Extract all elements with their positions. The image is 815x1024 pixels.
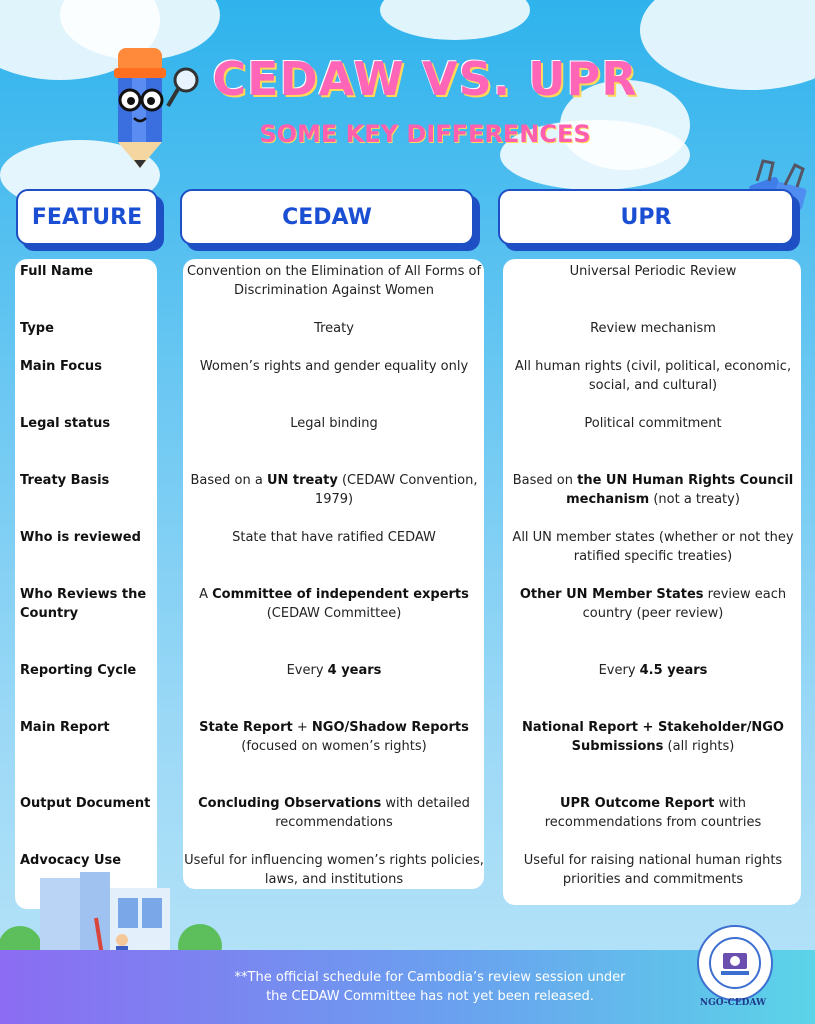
cedaw-cell-text: (CEDAW Committee) bbox=[266, 606, 402, 621]
feature-cell: Type bbox=[20, 321, 54, 336]
feature-cell: Reporting Cycle bbox=[20, 663, 137, 678]
feature-cell: Who is reviewed bbox=[20, 530, 141, 545]
cedaw-cell bbox=[184, 414, 484, 433]
cedaw-cell-text: with detailed recommendations bbox=[275, 796, 470, 830]
feature-cell: Treaty Basis bbox=[20, 473, 110, 488]
upr-cell-text: Useful for raising national human rights priorities and commitments bbox=[523, 853, 783, 887]
cloud-decoration bbox=[380, 0, 530, 40]
cedaw-cell-text: A bbox=[199, 587, 213, 602]
upr-cell bbox=[504, 794, 802, 832]
cedaw-cell bbox=[184, 528, 484, 547]
cedaw-cell bbox=[184, 661, 484, 680]
cedaw-header-label: CEDAW bbox=[282, 204, 372, 230]
feature-cell: Advocacy Use bbox=[20, 853, 122, 868]
upr-cell-text: the UN Human Rights Council mechanism bbox=[566, 473, 794, 507]
cedaw-cell-text: State that have ratified CEDAW bbox=[232, 530, 436, 545]
upr-cell bbox=[504, 528, 802, 566]
cedaw-cell-text: Every bbox=[286, 663, 328, 678]
feature-cell: Full Name bbox=[20, 264, 93, 279]
upr-cell bbox=[504, 357, 802, 395]
cedaw-cell bbox=[184, 718, 484, 756]
feature-cell: Main Report bbox=[20, 720, 110, 735]
logo-caption: NGO-CEDAW bbox=[699, 998, 767, 1008]
upr-cell-text: review each country (peer review) bbox=[582, 587, 787, 621]
feature-cell: Output Document bbox=[20, 796, 151, 811]
cedaw-cell-text: Based on a bbox=[190, 473, 267, 488]
cedaw-cell bbox=[184, 585, 484, 623]
page-title: CEDAW VS. UPR bbox=[212, 52, 638, 106]
cedaw-cell bbox=[184, 794, 484, 832]
ngo-cedaw-logo bbox=[697, 925, 773, 1001]
cedaw-cell bbox=[184, 851, 484, 889]
cedaw-cell-text: (CEDAW Convention, 1979) bbox=[314, 473, 478, 507]
upr-cell-text: (all rights) bbox=[663, 739, 735, 754]
cedaw-cell-text: Concluding Observations bbox=[198, 796, 382, 811]
upr-cell bbox=[504, 262, 802, 281]
upr-header bbox=[498, 189, 794, 245]
upr-cell-text: Review mechanism bbox=[590, 321, 716, 336]
footer-note: **The official schedule for Cambodia’s review session under the CEDAW Committee has not yet been released. bbox=[234, 970, 626, 1004]
cedaw-cell-text: Committee of independent experts bbox=[212, 587, 469, 602]
feature-cell: Legal status bbox=[20, 416, 111, 431]
cedaw-cell-text: (focused on women’s rights) bbox=[241, 739, 427, 754]
cloud-decoration bbox=[640, 0, 815, 90]
cedaw-cell bbox=[184, 471, 484, 509]
cedaw-cell-text: Convention on the Elimination of All Forms of Discrimination Against Women bbox=[186, 264, 482, 298]
upr-cell-text: 4.5 years bbox=[639, 663, 708, 678]
page-subtitle: SOME KEY DIFFERENCES bbox=[259, 120, 591, 148]
upr-cell-text: Political commitment bbox=[584, 416, 722, 431]
cedaw-cell bbox=[184, 319, 484, 338]
upr-cell-text: National Report + Stakeholder/NGO Submissions bbox=[522, 720, 784, 754]
upr-cell bbox=[504, 851, 802, 889]
upr-cell bbox=[504, 585, 802, 623]
cedaw-cell-text: Treaty bbox=[314, 321, 354, 336]
upr-cell-text: Universal Periodic Review bbox=[569, 264, 737, 279]
upr-cell-text: All UN member states (whether or not they ratified specific treaties) bbox=[512, 530, 794, 564]
upr-cell bbox=[504, 471, 802, 509]
cedaw-cell-text: NGO/Shadow Reports bbox=[311, 720, 469, 735]
pencil-mascot-icon bbox=[104, 40, 204, 172]
cedaw-cell-text: Women’s rights and gender equality only bbox=[199, 359, 469, 374]
cedaw-cell-text: Useful for influencing women’s rights policies, laws, and institutions bbox=[184, 853, 484, 887]
upr-cell-text: UPR Outcome Report bbox=[559, 796, 715, 811]
feature-header bbox=[16, 189, 158, 245]
feature-cell: Main Focus bbox=[20, 359, 102, 374]
cedaw-cell bbox=[184, 262, 484, 300]
upr-cell-text: Based on bbox=[512, 473, 578, 488]
cedaw-cell-text: Legal binding bbox=[290, 416, 378, 431]
feature-header-label: FEATURE bbox=[31, 204, 143, 230]
cedaw-header bbox=[180, 189, 474, 245]
upr-cell-text: All human rights (civil, political, economic, social, and cultural) bbox=[514, 359, 792, 393]
upr-cell-text: with recommendations from countries bbox=[544, 796, 762, 830]
upr-cell bbox=[504, 414, 802, 433]
feature-cell: Who Reviews the Country bbox=[20, 587, 147, 621]
upr-cell bbox=[504, 718, 802, 756]
cedaw-cell-text: UN treaty bbox=[266, 473, 338, 488]
upr-header-label: UPR bbox=[620, 204, 672, 230]
cedaw-cell bbox=[184, 357, 484, 376]
cedaw-cell-text: State Report bbox=[199, 720, 293, 735]
cedaw-cell-text: 4 years bbox=[327, 663, 382, 678]
cedaw-cell-text: + bbox=[292, 720, 312, 735]
ngo-cedaw-emblem-icon bbox=[707, 935, 763, 991]
upr-cell bbox=[504, 319, 802, 338]
upr-cell-text: Other UN Member States bbox=[519, 587, 704, 602]
upr-cell-text: (not a treaty) bbox=[649, 492, 740, 507]
upr-cell bbox=[504, 661, 802, 680]
upr-cell-text: Every bbox=[598, 663, 640, 678]
